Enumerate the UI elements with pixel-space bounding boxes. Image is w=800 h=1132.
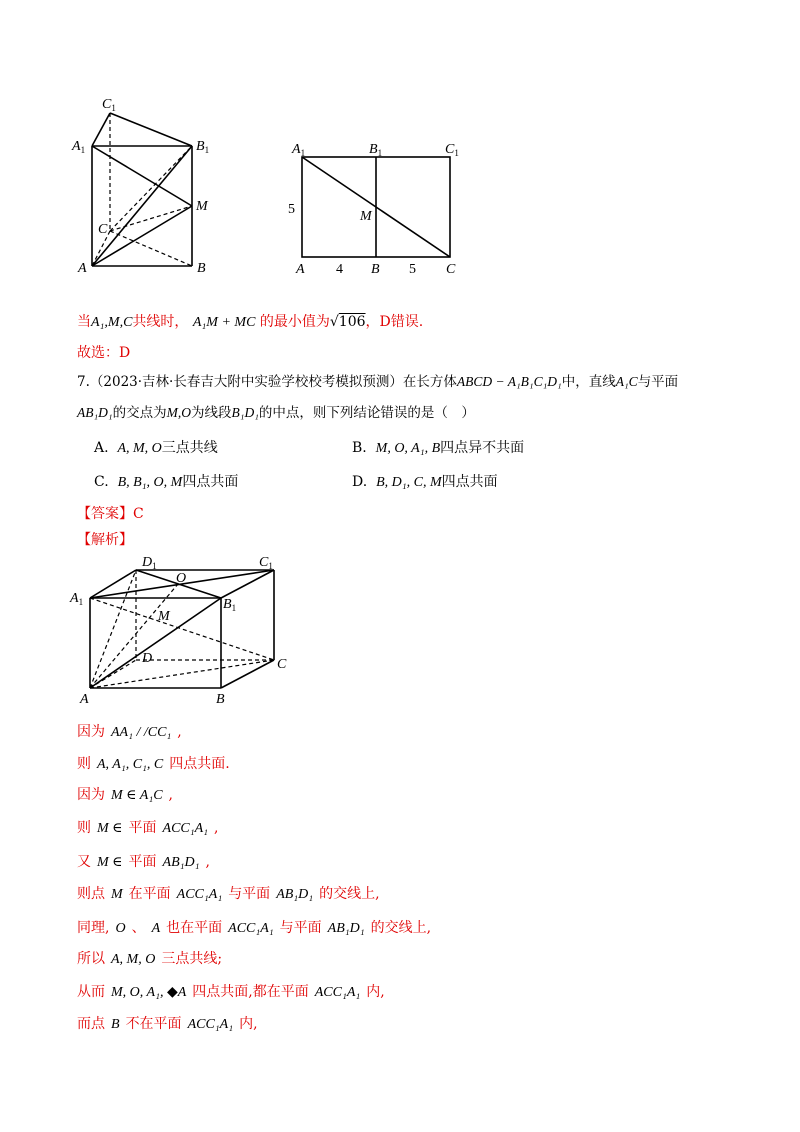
step-text: 则点 [77,886,105,902]
solution-step [77,818,219,839]
label-C: C [277,657,287,672]
step-text: 则 [77,820,91,836]
label-C: C [98,222,108,237]
step-text: 而点 [77,1016,105,1032]
math-expression: AB₁D₁ [327,921,365,936]
math-expression: M ∈ [97,855,123,870]
label-C: C [446,262,456,277]
label-B: B [216,692,225,706]
solution-step [77,722,182,743]
option-b[interactable]: B. M, O, A₁, B四点异不共面 [352,440,525,456]
step-text: 因为 [77,787,105,803]
solution-step [77,852,210,873]
label-C1: $C_1$ [102,97,116,113]
step-text: 与平面 [279,920,322,936]
label-B1: $B_1$ [369,142,383,158]
step-text: , [214,820,219,836]
solution-step [77,949,222,970]
step-text: 所以 [77,951,105,967]
step-text: 四点共面,都在平面 [192,984,309,1000]
step-text: 的交线上, [370,920,432,936]
length-BC: 5 [409,262,416,277]
step-text: 又 [77,854,91,870]
math-expression: A [151,921,161,936]
option-c[interactable]: C. B, B₁, O, M四点共面 [94,474,239,490]
label-A: A [296,262,305,277]
label-A: A [80,692,89,706]
step-text: 因为 [77,724,105,740]
math-expression: A, A₁, C₁, C [97,757,164,772]
math-expression: M ∈ A₁C [111,788,163,803]
step-text: 在平面 [128,886,171,902]
label-A1: $A_1$ [292,142,306,158]
label-O: O [176,571,187,586]
math-expression: M [111,887,123,902]
solution-step [77,982,385,1003]
math-expression: AB₁D₁ [162,855,200,870]
question-7-line1: 7.（2023·吉林·长春吉大附中实验学校校考模拟预测）在长方体ABCD − A₁B₁C₁D₁中，直线A₁C与平面 [77,374,679,390]
math-expression: ACC₁A₁ [187,1017,234,1032]
label-A: A [78,261,87,276]
step-text: 则 [77,756,91,772]
solution-step [77,785,173,806]
solution-step [77,884,380,905]
solution-step [77,918,431,939]
step-text: 同理, [77,920,110,936]
prev-answer: 故选：D [77,345,131,361]
step-text: 不在平面 [125,1016,182,1032]
label-A1: $A_1$ [70,591,84,607]
math-expression: A, M, O [111,952,156,967]
label-C1: $C_1$ [445,142,459,158]
label-B: B [197,261,206,276]
option-d[interactable]: D. B, D₁, C, M四点共面 [352,474,498,490]
step-text: 内, [239,1016,258,1032]
cuboid-figure [66,548,296,706]
answer-line: 【答案】C [77,506,144,522]
step-text: 也在平面 [166,920,223,936]
analysis-tag: 【解析】 [77,532,133,548]
step-text: 与平面 [228,886,271,902]
math-expression: O [115,921,126,936]
math-expression: AB₁D₁ [276,887,314,902]
label-B: B [371,262,380,277]
label-C1: $C_1$ [259,555,273,571]
math-expression: ACC₁A₁ [228,921,274,936]
option-a[interactable]: A. A, M, O三点共线 [94,440,218,456]
label-B1: $B_1$ [223,597,237,613]
math-expression: M ∈ [97,821,123,836]
prism-figure [60,88,230,278]
unfolded-figure [282,135,472,280]
math-expression: AA₁ / /CC₁ [111,725,172,740]
question-7-line2: AB₁D₁的交点为M,O为线段B₁D₁的中点，则下列结论错误的是（ ） [77,405,475,421]
solution-step [77,1014,258,1035]
step-text: 四点共面. [169,756,230,772]
math-expression: B [111,1017,120,1032]
math-expression: ACC₁A₁ [176,887,223,902]
step-text: 内, [366,984,385,1000]
length-5-vertical: 5 [288,202,295,217]
solution-step [77,754,230,775]
step-text: 的交线上, [319,886,380,902]
step-text: 三点共线; [161,951,223,967]
label-M: M [196,199,208,214]
step-text: 平面 [128,854,157,870]
length-AB: 4 [336,262,343,277]
math-expression: ACC₁A₁ [162,821,209,836]
label-M: M [360,209,372,224]
label-A1: $A_1$ [72,139,86,155]
conclusion-line: 当A₁,M,C共线时， A₁M + MC 的最小值为√106，D错误. [77,314,424,330]
step-text: , [168,787,173,803]
step-text: 、 [131,920,146,936]
label-D: D [142,651,153,666]
step-text: , [205,854,210,870]
step-text: , [177,724,182,740]
label-B1: $B_1$ [196,139,210,155]
step-text: 从而 [77,984,105,1000]
step-text: 平面 [128,820,157,836]
label-M: M [158,609,170,624]
math-expression: M, O, A₁, ◆A [111,985,187,1000]
math-expression: ACC₁A₁ [314,985,361,1000]
label-D1: $D_1$ [142,555,157,571]
